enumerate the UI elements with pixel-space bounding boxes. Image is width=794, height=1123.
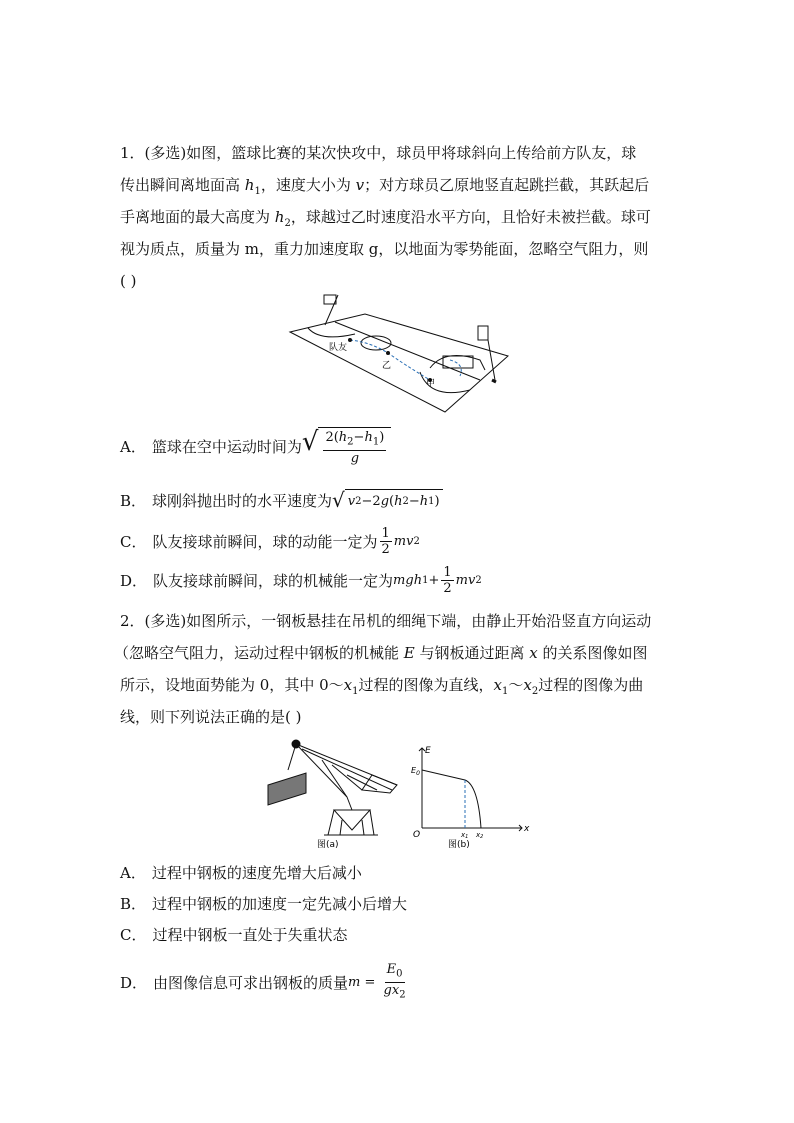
- yi-label: 乙: [382, 361, 392, 371]
- yi-dot: [386, 351, 390, 355]
- steel-plate: [268, 773, 306, 805]
- q1-line-2: 传出瞬间离地面高 $h_1$，速度大小为 v；对方球员乙原地竖直起跳拦截，其跃起后: [120, 176, 650, 197]
- q1-line-1: 1．(多选)如图，篮球比赛的某次快攻中，球员甲将球斜向上传给前方队友，球: [120, 144, 637, 162]
- q1-line-5: ( ): [120, 272, 137, 290]
- q2-option-c[interactable]: C． 过程中钢板一直处于失重状态: [120, 926, 348, 944]
- energy-distance-graph: [410, 740, 530, 850]
- crane-figure: [262, 735, 402, 850]
- left-arc: [308, 328, 355, 337]
- q2-option-b[interactable]: B． 过程中钢板的加速度一定先减小后增大: [120, 895, 408, 913]
- basketball-court-figure: [280, 290, 515, 415]
- formula-a: √ $\frac{2(h_2-h_1)}{g}$: [302, 427, 391, 466]
- teammate-label: 队友: [329, 343, 348, 353]
- q1-option-c[interactable]: C． 队友接球前瞬间，球的动能一定为 $\frac{1}{2}$ mv 2: [120, 526, 420, 557]
- crane-base: [334, 810, 370, 830]
- x2-label: x2: [476, 831, 484, 840]
- caption-b: 图(b): [448, 840, 470, 850]
- q2-option-a[interactable]: A． 过程中钢板的速度先增大后减小: [120, 864, 362, 882]
- caption-a: 图(a): [317, 840, 339, 850]
- formula-d: mgh 1 + $\frac{1}{2}$ mv 2: [393, 565, 482, 596]
- energy-curve: [422, 770, 481, 828]
- court-outline: [290, 314, 508, 412]
- q1-line-3: 手离地面的最大高度为 $h_2$，球越过乙时速度沿水平方向，且恰好未被拦截。球可: [120, 208, 651, 229]
- q1-line-4: 视为质点，质量为 m，重力加速度取 g，以地面为零势能面，忽略空气阻力，则: [120, 240, 649, 258]
- q1-option-d[interactable]: D． 队友接球前瞬间，球的机械能一定为 mgh 1 + $\frac{1}{2}$ mv 2: [120, 565, 482, 596]
- right-backboard: [478, 326, 488, 340]
- formula-b: √ v 2 −2 g ( h 2 − h 1 ): [332, 489, 443, 511]
- e0-label: $E_0$: [411, 766, 420, 777]
- q1-option-a[interactable]: A． 篮球在空中运动时间为 √ $\frac{2(h_2-h_1)}{g}$: [120, 427, 391, 466]
- q2-line-1: 2．(多选)如图所示，一钢板悬挂在吊机的细绳下端，由静止开始沿竖直方向运动: [120, 612, 652, 630]
- axis-label-e: E: [425, 746, 431, 756]
- q2-line-4: 线，则下列说法正确的是( ): [120, 708, 302, 726]
- teammate-dot: [348, 338, 352, 342]
- q2-line-2: （忽略空气阻力，运动过程中钢板的机械能 E 与钢板通过距离 x 的关系图像如图: [114, 644, 648, 662]
- jia-label: 甲: [426, 379, 436, 389]
- origin-label: O: [413, 830, 421, 840]
- q2-line-3: 所示，设地面势能为 0，其中 $0\sim x_1$过程的图像为直线，$x_1\sim x_2$过程的图像为曲: [120, 676, 644, 697]
- formula-q2-d: m = $\frac{E_0}{gx_2}$: [348, 962, 406, 1001]
- formula-c: $\frac{1}{2}$: [381, 526, 390, 557]
- half-court-line: [335, 322, 480, 380]
- q2-option-d[interactable]: D． 由图像信息可求出钢板的质量 m = $\frac{E_0}{gx_2}$: [120, 962, 410, 1002]
- right-key: [443, 356, 473, 368]
- axis-label-x: x: [524, 824, 530, 834]
- q1-option-b[interactable]: B． 球刚斜抛出时的水平速度为 √ v 2 −2 g ( h 2 − h 1 ): [120, 489, 443, 511]
- x1-label: x1: [461, 831, 469, 840]
